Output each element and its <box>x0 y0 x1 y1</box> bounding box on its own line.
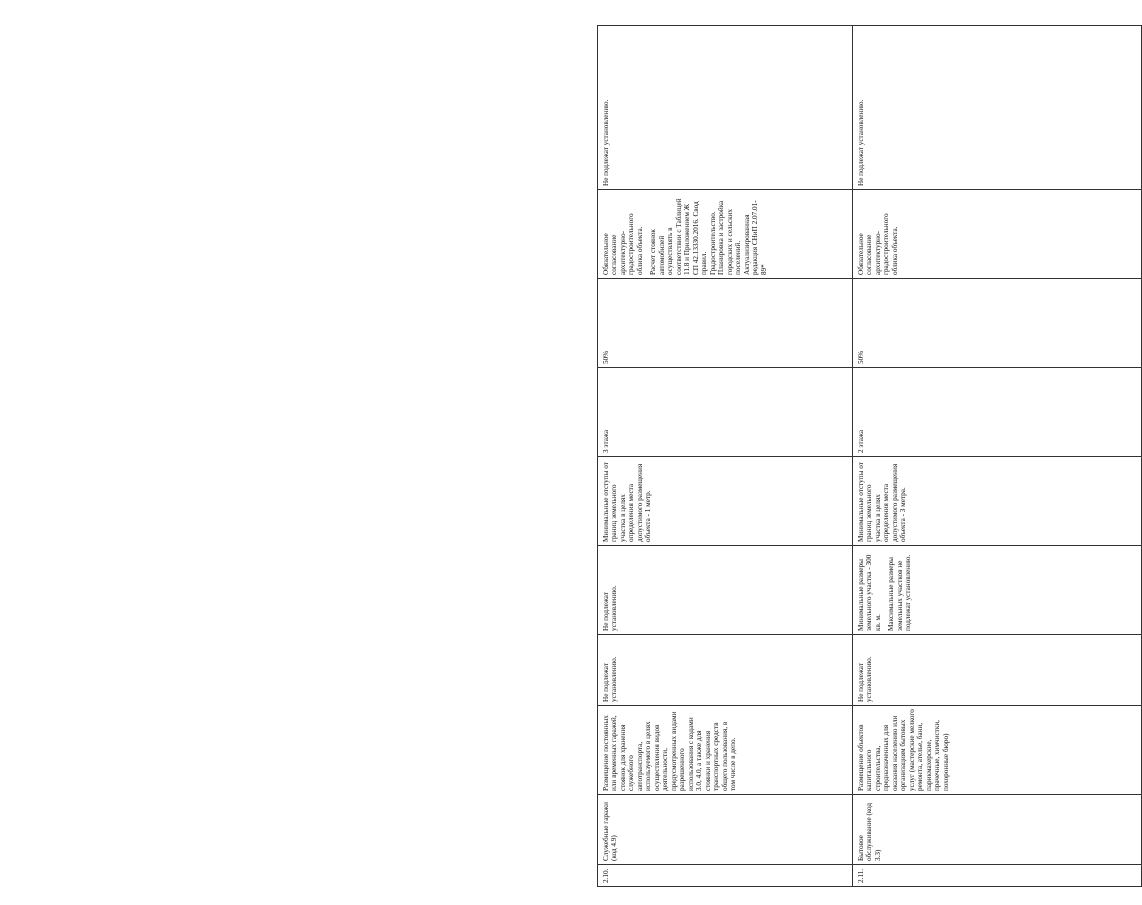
floors-cell: 2 этажа <box>853 368 1142 457</box>
coverage-cell: 50% <box>853 279 1142 368</box>
setback-cell: Минимальные отступы от границ земельного участка в целях определения места допустимого размещения объекта - 3 метра. <box>853 457 1142 546</box>
land-use-name: Бытовое обслуживание (код 3.3) <box>853 795 1142 865</box>
row-number: 2.11. <box>853 865 1142 887</box>
land-use-name: Служебные гаражи (код 4.9) <box>598 795 853 865</box>
rotated-table-wrapper <box>597 26 1142 887</box>
table-row <box>853 26 1142 887</box>
restrictions-cell: Не подлежат установлению. <box>598 26 853 190</box>
other-params-cell: Обязательное согласование архитектурно-градостроительного облика объекта. <box>853 190 1142 279</box>
land-use-description: Размещение постоянных или временных гаражей, стоянок для хранения служебного автотранспорта, используемого в целях осуществления видов деятельности, предусмотренных видами разрешенного использования с кодами 3.0, 4.0, а также для стоянки и хранения транспортных средств общего пользования, в том числе в депо. <box>598 706 853 795</box>
zoning-regulations-table <box>597 25 1142 887</box>
land-use-description: Размещение объектов капитального строительства, предназначенных для оказания населению или организациям бытовых услуг (мастерские мелкого ремонта, ателье, бани, парикмахерские, прачечные, химчистки, похоронные бюро) <box>853 706 1142 795</box>
plot-area-cell: Не подлежат установлению. <box>598 546 853 635</box>
floors-cell: 3 этажа <box>598 368 853 457</box>
plot-size-cell: Не подлежат установлению. <box>598 635 853 706</box>
other-params-cell: Обязательное согласование архитектурно-градостроительного облика объекта. Расчет стоянок автомобилей осуществлять в соответствии с Таблицей 11.8 и Приложением Ж СП 42.13330.2016. Свод правил. Градостроительство. Планировка и застройка городских и сельских поселений. Актуализированная редакция СНиП 2.07.01-89* <box>598 190 853 279</box>
plot-size-cell: Не подлежат установлению. <box>853 635 1142 706</box>
plot-area-cell: Минимальные размеры земельного участка - 300 кв. м. Максимальные размеры земельных участков не подлежат установлению. <box>853 546 1142 635</box>
table-row <box>598 26 853 887</box>
setback-cell: Минимальные отступы от границ земельного участка в целях определения места допустимого размещения объекта - 1 метр. <box>598 457 853 546</box>
restrictions-cell: Не подлежат установлению. <box>853 26 1142 190</box>
coverage-cell: 50% <box>598 279 853 368</box>
row-number: 2.10. <box>598 865 853 887</box>
